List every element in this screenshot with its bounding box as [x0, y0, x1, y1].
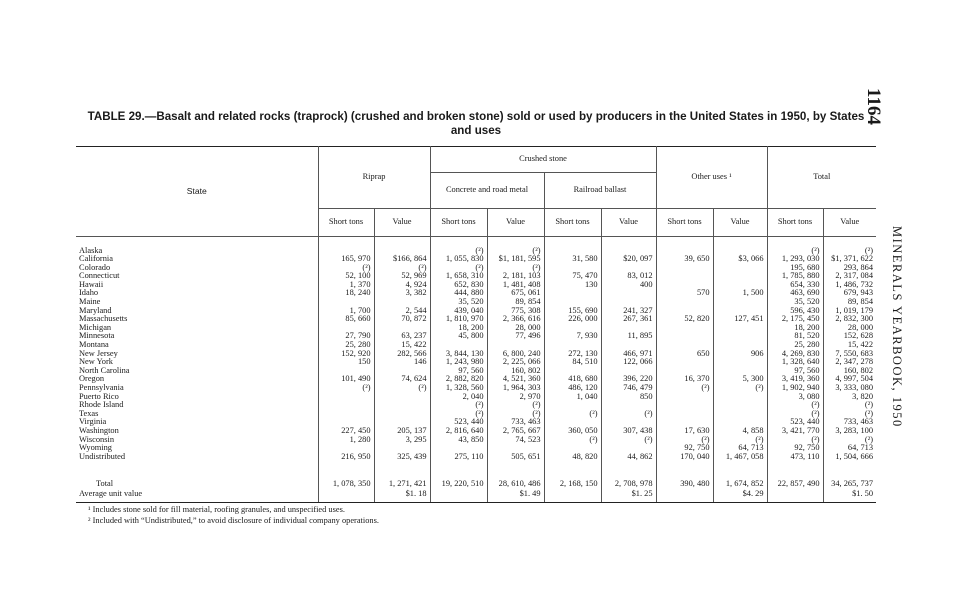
- row-cell: 1, 243, 980: [430, 358, 487, 367]
- data-table: [76, 146, 876, 503]
- row-cell: (²): [544, 410, 601, 419]
- row-cell: 466, 971: [601, 350, 656, 359]
- row-cell: 64, 713: [713, 444, 767, 453]
- row-label: Virginia: [79, 417, 107, 427]
- row-cell: [656, 393, 713, 402]
- row-cell: 39, 650: [656, 255, 713, 264]
- spacer-row: [76, 461, 876, 479]
- row-cell: 25, 280: [318, 341, 374, 350]
- row-label: Wyoming: [79, 443, 112, 453]
- row-cell: 64, 713: [823, 444, 876, 453]
- row-cell: 1, 040: [544, 393, 601, 402]
- row-label: Rhode Island: [79, 400, 124, 410]
- row-cell: [713, 298, 767, 307]
- table-row: [76, 453, 876, 462]
- row-cell: [430, 489, 487, 499]
- row-cell: $1, 181, 595: [487, 255, 544, 264]
- header-riprap: Riprap: [318, 147, 430, 209]
- row-cell: 7, 930: [544, 332, 601, 341]
- row-cell: 3, 333, 080: [823, 384, 876, 393]
- row-cell: 155, 690: [544, 307, 601, 316]
- row-cell: 19, 220, 510: [430, 479, 487, 489]
- header-concrete-value: Value: [487, 209, 544, 237]
- row-cell: 2, 366, 616: [487, 315, 544, 324]
- row-cell: [318, 410, 374, 419]
- row-cell: 28, 000: [487, 324, 544, 333]
- row-cell: 17, 630: [656, 427, 713, 436]
- row-cell: [656, 272, 713, 281]
- row-cell: 1, 328, 640: [767, 358, 823, 367]
- row-cell: 170, 040: [656, 453, 713, 462]
- row-cell: 505, 651: [487, 453, 544, 462]
- row-cell: $1. 50: [823, 489, 876, 499]
- row-cell: 1, 902, 940: [767, 384, 823, 393]
- row-cell: 205, 137: [374, 427, 430, 436]
- row-cell: [713, 393, 767, 402]
- row-cell: (²): [767, 410, 823, 419]
- row-cell: 97, 560: [767, 367, 823, 376]
- row-cell: 2, 708, 978: [601, 479, 656, 489]
- row-cell: 293, 864: [823, 264, 876, 273]
- row-cell: [374, 401, 430, 410]
- row-cell: 4, 521, 360: [487, 375, 544, 384]
- row-cell: 52, 820: [656, 315, 713, 324]
- row-cell: (²): [823, 401, 876, 410]
- row-cell: [656, 298, 713, 307]
- row-cell: 31, 580: [544, 255, 601, 264]
- row-cell: [318, 401, 374, 410]
- row-cell: (²): [767, 436, 823, 445]
- row-label: New York: [79, 357, 113, 367]
- row-cell: 1, 280: [318, 436, 374, 445]
- row-cell: 2, 832, 300: [823, 315, 876, 324]
- row-cell: 34, 265, 737: [823, 479, 876, 489]
- header-railroad-tons: Short tons: [544, 209, 601, 237]
- row-cell: 596, 430: [767, 307, 823, 316]
- header-concrete: Concrete and road metal: [430, 173, 544, 209]
- row-label: Undistributed: [79, 451, 126, 461]
- row-cell: 81, 520: [767, 332, 823, 341]
- row-cell: 1, 964, 303: [487, 384, 544, 393]
- row-cell: 272, 130: [544, 350, 601, 359]
- row-cell: 3, 419, 360: [767, 375, 823, 384]
- row-label: California: [79, 254, 113, 264]
- row-cell: 4, 924: [374, 281, 430, 290]
- row-cell: (²): [823, 410, 876, 419]
- row-cell: [713, 324, 767, 333]
- row-cell: 1, 700: [318, 307, 374, 316]
- header-total: Total: [767, 147, 876, 209]
- row-label: Total: [96, 479, 114, 489]
- row-cell: 74, 523: [487, 436, 544, 445]
- row-cell: 1, 271, 421: [374, 479, 430, 489]
- row-label: Minnesota: [79, 331, 115, 341]
- row-cell: (²): [767, 401, 823, 410]
- table-title: TABLE 29.—Basalt and related rocks (traprock) (crushed and broken stone) sold or used by producers in the United States in 1950, by States and uses: [87, 110, 865, 137]
- row-cell: 4, 269, 830: [767, 350, 823, 359]
- row-cell: 89, 854: [823, 298, 876, 307]
- row-cell: 1, 328, 560: [430, 384, 487, 393]
- row-cell: 35, 520: [430, 298, 487, 307]
- row-label: Maryland: [79, 305, 112, 315]
- row-label: Maine: [79, 297, 101, 307]
- row-cell: 241, 327: [601, 307, 656, 316]
- row-cell: 216, 950: [318, 453, 374, 462]
- row-cell: 4, 858: [713, 427, 767, 436]
- row-cell: 15, 422: [823, 341, 876, 350]
- row-cell: 473, 110: [767, 453, 823, 462]
- row-cell: 11, 895: [601, 332, 656, 341]
- header-railroad: Railroad ballast: [544, 173, 656, 209]
- row-cell: (²): [487, 264, 544, 273]
- row-cell: 523, 440: [767, 418, 823, 427]
- row-cell: 444, 880: [430, 289, 487, 298]
- row-cell: 3, 295: [374, 436, 430, 445]
- row-cell: (²): [430, 247, 487, 256]
- row-cell: 28, 000: [823, 324, 876, 333]
- row-cell: 52, 100: [318, 272, 374, 281]
- row-cell: 25, 280: [767, 341, 823, 350]
- row-cell: 850: [601, 393, 656, 402]
- row-cell: 195, 680: [767, 264, 823, 273]
- table-row: [76, 332, 876, 341]
- row-cell: 48, 820: [544, 453, 601, 462]
- row-cell: 2, 225, 066: [487, 358, 544, 367]
- header-crushed-stone: Crushed stone: [430, 147, 656, 173]
- row-cell: 44, 862: [601, 453, 656, 462]
- row-label: Pennsylvania: [79, 383, 124, 392]
- row-cell: 1, 481, 408: [487, 281, 544, 290]
- row-cell: [713, 410, 767, 419]
- row-cell: [374, 410, 430, 419]
- row-cell: 418, 680: [544, 375, 601, 384]
- row-cell: 92, 750: [767, 444, 823, 453]
- row-cell: 570: [656, 289, 713, 298]
- row-cell: 226, 000: [544, 315, 601, 324]
- row-cell: (²): [318, 264, 374, 273]
- row-cell: 360, 050: [544, 427, 601, 436]
- row-cell: [544, 489, 601, 499]
- row-cell: 2, 175, 450: [767, 315, 823, 324]
- row-cell: 2, 544: [374, 307, 430, 316]
- row-cell: [767, 489, 823, 499]
- row-cell: 22, 857, 490: [767, 479, 823, 489]
- row-cell: 307, 438: [601, 427, 656, 436]
- row-cell: $4. 29: [713, 489, 767, 499]
- row-cell: 52, 969: [374, 272, 430, 281]
- row-cell: (²): [823, 436, 876, 445]
- row-cell: 1, 674, 852: [713, 479, 767, 489]
- row-cell: [318, 393, 374, 402]
- row-label: New Jersey: [79, 348, 118, 358]
- header-other-tons: Short tons: [656, 209, 713, 237]
- row-cell: 2, 181, 103: [487, 272, 544, 281]
- row-cell: 325, 439: [374, 453, 430, 462]
- row-cell: 18, 200: [767, 324, 823, 333]
- row-cell: [601, 289, 656, 298]
- row-cell: 6, 800, 240: [487, 350, 544, 359]
- row-cell: 1, 504, 666: [823, 453, 876, 462]
- row-cell: $20, 097: [601, 255, 656, 264]
- row-cell: 101, 490: [318, 375, 374, 384]
- row-cell: 654, 330: [767, 281, 823, 290]
- row-cell: (²): [430, 401, 487, 410]
- row-cell: 43, 850: [430, 436, 487, 445]
- row-cell: 63, 237: [374, 332, 430, 341]
- header-state: State: [76, 147, 318, 237]
- row-cell: 2, 040: [430, 393, 487, 402]
- row-cell: 146: [374, 358, 430, 367]
- row-label: Texas: [79, 408, 99, 418]
- row-cell: 28, 610, 486: [487, 479, 544, 489]
- row-cell: 775, 308: [487, 307, 544, 316]
- row-cell: [713, 272, 767, 281]
- footnotes: [88, 505, 379, 526]
- row-cell: [544, 289, 601, 298]
- row-cell: 152, 628: [823, 332, 876, 341]
- row-cell: (²): [487, 410, 544, 419]
- row-cell: 85, 660: [318, 315, 374, 324]
- header-riprap-value: Value: [374, 209, 430, 237]
- row-label: Wisconsin: [79, 434, 115, 444]
- row-cell: 1, 370: [318, 281, 374, 290]
- row-cell: $1. 25: [601, 489, 656, 499]
- row-label: Average unit value: [79, 489, 143, 499]
- row-label: Washington: [79, 425, 119, 435]
- row-label: Alaska: [79, 245, 103, 255]
- row-cell: (²): [656, 384, 713, 393]
- row-label: Hawaii: [79, 279, 104, 289]
- row-cell: 650: [656, 350, 713, 359]
- row-label: North Carolina: [79, 365, 130, 375]
- row-cell: 160, 802: [823, 367, 876, 376]
- row-cell: (²): [601, 410, 656, 419]
- row-label: Connecticut: [79, 271, 120, 281]
- row-cell: (²): [823, 247, 876, 256]
- row-cell: 165, 970: [318, 255, 374, 264]
- row-cell: [656, 489, 713, 499]
- row-cell: (²): [544, 436, 601, 445]
- header-other-uses: Other uses ¹: [656, 147, 767, 209]
- row-cell: 2, 347, 278: [823, 358, 876, 367]
- row-cell: 2, 765, 667: [487, 427, 544, 436]
- row-cell: 1, 658, 310: [430, 272, 487, 281]
- average-row: [76, 489, 876, 499]
- header-riprap-tons: Short tons: [318, 209, 374, 237]
- footnote-1: ¹ Includes stone sold for fill material, roofing granules, and unspecified uses.: [88, 505, 345, 514]
- row-cell: (²): [430, 410, 487, 419]
- row-cell: 2, 168, 150: [544, 479, 601, 489]
- row-cell: (²): [487, 247, 544, 256]
- row-label: Colorado: [79, 262, 111, 272]
- row-cell: 439, 040: [430, 307, 487, 316]
- row-cell: 75, 470: [544, 272, 601, 281]
- row-cell: 267, 361: [601, 315, 656, 324]
- header-concrete-tons: Short tons: [430, 209, 487, 237]
- row-cell: 5, 300: [713, 375, 767, 384]
- row-cell: (²): [656, 436, 713, 445]
- row-cell: 18, 200: [430, 324, 487, 333]
- row-cell: 84, 510: [544, 358, 601, 367]
- row-cell: 7, 550, 683: [823, 350, 876, 359]
- row-cell: 15, 422: [374, 341, 430, 350]
- row-cell: 746, 479: [601, 384, 656, 393]
- row-cell: $166, 864: [374, 255, 430, 264]
- row-cell: [656, 332, 713, 341]
- row-cell: 70, 872: [374, 315, 430, 324]
- row-label: Puerto Rico: [79, 391, 119, 401]
- row-cell: [656, 410, 713, 419]
- row-cell: 1, 293, 030: [767, 255, 823, 264]
- row-cell: (²): [713, 384, 767, 393]
- row-cell: [656, 358, 713, 367]
- row-cell: 74, 624: [374, 375, 430, 384]
- row-cell: 3, 844, 130: [430, 350, 487, 359]
- row-cell: [656, 401, 713, 410]
- row-cell: 150: [318, 358, 374, 367]
- row-cell: 127, 451: [713, 315, 767, 324]
- row-cell: 18, 240: [318, 289, 374, 298]
- row-cell: 16, 370: [656, 375, 713, 384]
- row-cell: 1, 810, 970: [430, 315, 487, 324]
- row-cell: (²): [487, 401, 544, 410]
- row-cell: 2, 816, 640: [430, 427, 487, 436]
- row-cell: 83, 012: [601, 272, 656, 281]
- row-cell: [656, 264, 713, 273]
- table-bottom-rule: [76, 499, 876, 503]
- row-cell: 400: [601, 281, 656, 290]
- row-cell: 1, 019, 179: [823, 307, 876, 316]
- row-cell: 3, 421, 770: [767, 427, 823, 436]
- row-cell: 1, 486, 732: [823, 281, 876, 290]
- row-cell: 3, 382: [374, 289, 430, 298]
- row-cell: 122, 066: [601, 358, 656, 367]
- row-label: Massachusetts: [79, 314, 128, 324]
- row-cell: $1, 371, 622: [823, 255, 876, 264]
- row-cell: 35, 520: [767, 298, 823, 307]
- footnote-2: ² Included with “Undistributed,” to avoid disclosure of individual company operations.: [88, 515, 379, 525]
- row-cell: (²): [713, 436, 767, 445]
- row-cell: 679, 943: [823, 289, 876, 298]
- row-cell: 1, 055, 830: [430, 255, 487, 264]
- row-cell: (²): [374, 384, 430, 393]
- header-other-value: Value: [713, 209, 767, 237]
- row-cell: [713, 358, 767, 367]
- row-cell: 523, 440: [430, 418, 487, 427]
- header-total-value: Value: [823, 209, 876, 237]
- row-cell: 3, 080: [767, 393, 823, 402]
- header-total-tons: Short tons: [767, 209, 823, 237]
- row-label: Michigan: [79, 322, 112, 332]
- row-cell: [713, 264, 767, 273]
- row-label: Idaho: [79, 288, 99, 298]
- row-cell: 152, 920: [318, 350, 374, 359]
- page-number: 1164: [863, 88, 884, 125]
- row-cell: [656, 324, 713, 333]
- row-cell: 97, 560: [430, 367, 487, 376]
- row-cell: 45, 800: [430, 332, 487, 341]
- row-label: Montana: [79, 340, 109, 350]
- row-cell: 463, 690: [767, 289, 823, 298]
- row-cell: $1. 18: [374, 489, 430, 499]
- row-cell: $3, 066: [713, 255, 767, 264]
- header-railroad-value: Value: [601, 209, 656, 237]
- row-label: Oregon: [79, 374, 105, 384]
- running-head: MINERALS YEARBOOK, 1950: [890, 226, 904, 428]
- row-cell: 1, 785, 880: [767, 272, 823, 281]
- row-cell: 733, 463: [823, 418, 876, 427]
- row-cell: 275, 110: [430, 453, 487, 462]
- row-cell: 733, 463: [487, 418, 544, 427]
- row-cell: 2, 882, 820: [430, 375, 487, 384]
- row-cell: 2, 317, 084: [823, 272, 876, 281]
- row-cell: (²): [767, 247, 823, 256]
- row-cell: 390, 480: [656, 479, 713, 489]
- row-cell: 3, 283, 100: [823, 427, 876, 436]
- row-cell: [713, 401, 767, 410]
- row-cell: 1, 467, 058: [713, 453, 767, 462]
- row-cell: (²): [318, 384, 374, 393]
- row-cell: [713, 332, 767, 341]
- row-cell: $1. 49: [487, 489, 544, 499]
- row-cell: 4, 997, 504: [823, 375, 876, 384]
- row-cell: 486, 120: [544, 384, 601, 393]
- row-cell: 92, 750: [656, 444, 713, 453]
- row-cell: (²): [374, 264, 430, 273]
- table-body: [76, 247, 876, 503]
- row-cell: 652, 830: [430, 281, 487, 290]
- row-cell: [318, 489, 374, 499]
- row-cell: 2, 970: [487, 393, 544, 402]
- row-cell: [374, 393, 430, 402]
- row-cell: 1, 500: [713, 289, 767, 298]
- row-cell: 89, 854: [487, 298, 544, 307]
- row-cell: 3, 820: [823, 393, 876, 402]
- row-cell: (²): [601, 436, 656, 445]
- row-cell: 906: [713, 350, 767, 359]
- row-cell: 27, 790: [318, 332, 374, 341]
- row-cell: 160, 802: [487, 367, 544, 376]
- row-cell: 77, 496: [487, 332, 544, 341]
- row-cell: (²): [430, 264, 487, 273]
- total-row: [76, 479, 876, 489]
- row-cell: 675, 061: [487, 289, 544, 298]
- row-cell: 130: [544, 281, 601, 290]
- row-cell: 282, 566: [374, 350, 430, 359]
- row-cell: 1, 078, 350: [318, 479, 374, 489]
- row-cell: 396, 220: [601, 375, 656, 384]
- row-cell: 227, 450: [318, 427, 374, 436]
